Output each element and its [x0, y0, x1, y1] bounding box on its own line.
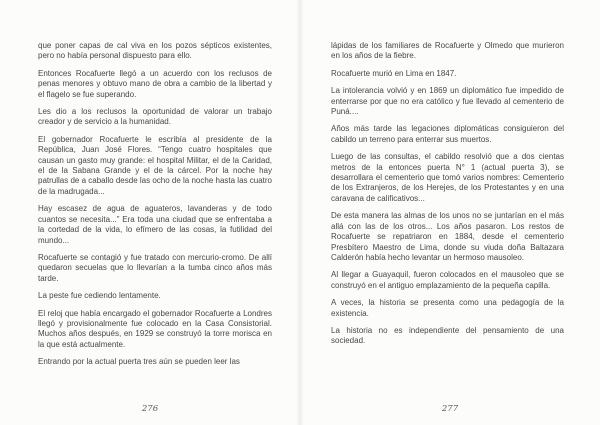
paragraph: A veces, la historia se presenta como una pedagogía de la existencia. [331, 298, 564, 318]
page-number-left: 276 [141, 404, 159, 414]
paragraph: Rocafuerte se contagió y fue tratado con mercurio-cromo. De allí quedaron secuelas que lo llevarían a la tumba cinco años más tarde. [38, 252, 272, 283]
paragraph: Al llegar a Guayaquil, fueron colocados en el mausoleo que se construyó en el antiguo emplazamiento de la pequeña capilla. [331, 270, 564, 290]
paragraph: Hay escasez de agua de aguateros, lavanderas y de todo cuantos se necesita...” Era toda una ciudad que se enfrentaba a la cortedad de la vida, lo efímero de las cosas, la futilidad del mundo... [38, 204, 272, 245]
paragraph: La intolerancia volvió y en 1869 un diplomático fue impedido de enterrarse por que no era católico y fue llevado al cementerio de Puná.... [331, 86, 564, 117]
page-right [300, 0, 600, 425]
page-left-text [38, 41, 272, 368]
paragraph: Les dio a los reclusos la oportunidad de valorar un trabajo creador y de servicio a la humanidad. [38, 107, 272, 127]
paragraph: lápidas de los familiares de Rocafuerte y Olmedo que murieron en los años de la fiebre. [331, 41, 564, 61]
paragraph: El reloj que había encargado el gobernador Rocafuerte a Londres llegó y provisionalmente fue colocado en la Casa Consistorial. Muchos años después, en 1929 se construyó la torre morisca en la que está actualmente. [38, 308, 272, 349]
paragraph: que poner capas de cal viva en los pozos sépticos existentes, pero no había personal dispuesto para ello. [38, 41, 272, 61]
paragraph: El gobernador Rocafuerte le escribía al presidente de la República, Juan José Flores. “Tengo cuatro hospitales que causan un gasto muy grande: el hospital Militar, el de la Caridad, el de la Sabana Grande y el de la cárcel. Por la noche hay patrullas de a caballo desde las ocho de la noche hasta las cuatro de la madrugada... [38, 134, 272, 196]
paragraph: Rocafuerte murió en Lima en 1847. [331, 68, 457, 78]
paragraph: De esta manera las almas de los unos no se juntarían en el más allá con las de los otros... Los años pasaron. Los restos de Rocafuerte se repatriaron en 1884, desde el cementerio Presbítero Maestro de Lima, donde su viuda doña Baltazara Calderón había hecho levantar un hermoso mausoleo. [331, 211, 564, 262]
paragraph: Entrando por la actual puerta tres aún se pueden leer las [38, 357, 240, 367]
page-number-right: 277 [441, 404, 459, 414]
paragraph: Años más tarde las legaciones diplomáticas consiguieron del cabildo un terreno para enterrar sus muertos. [331, 124, 564, 144]
paragraph: Entonces Rocafuerte llegó a un acuerdo con los reclusos de penas menores y obtuvo mano de obra a cambio de la libertad y el flagelo se fue superando. [38, 68, 272, 99]
paragraph: La peste fue cediendo lentamente. [38, 291, 161, 301]
paragraph: Luego de las consultas, el cabildo resolvió que a dos cientas metros de la entonces puerta N° 1 (actual puerta 3), se desarrollara el cementerio que tomó varios nombres: Cementerio de los Extranjeros, de los Herejes, de los Protestantes y en una caravana de calificativos... [331, 152, 564, 203]
paragraph: La historia no es independiente del pensamiento de una sociedad. [331, 325, 564, 346]
page-right-text [331, 41, 564, 347]
